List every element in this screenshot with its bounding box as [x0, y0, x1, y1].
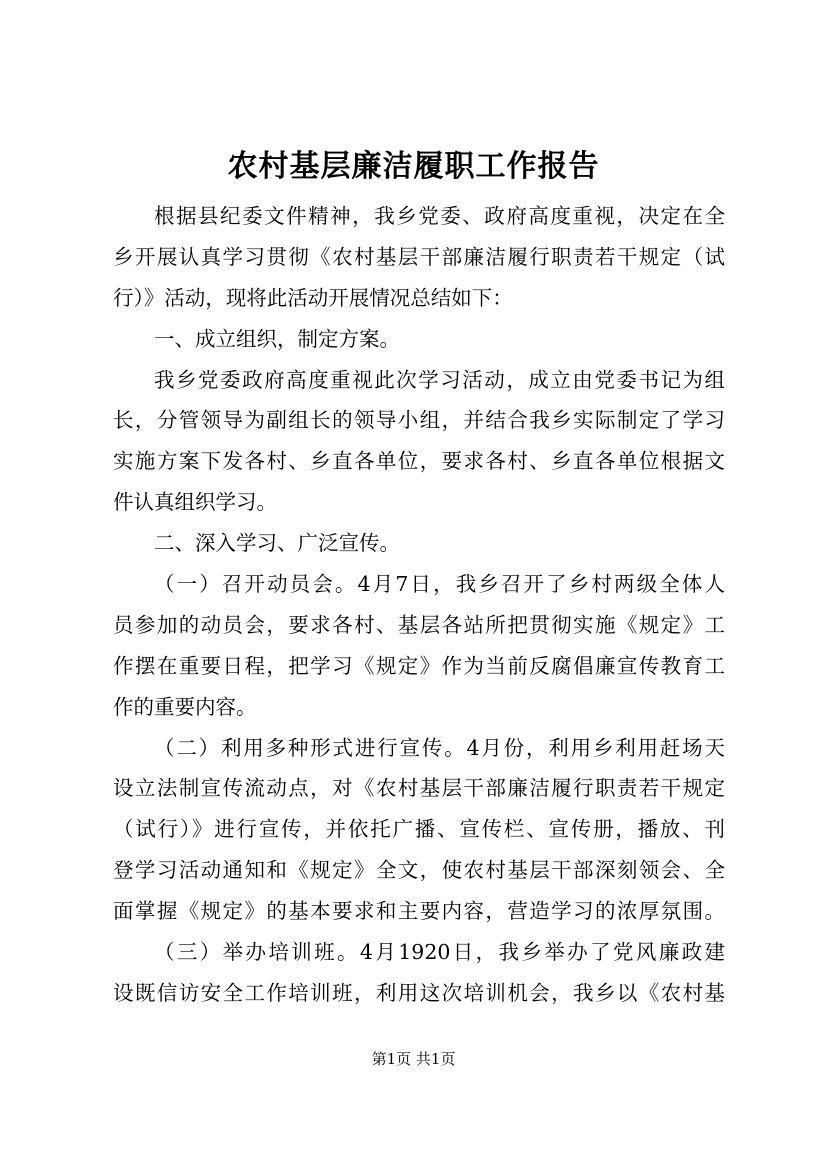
page-number-footer: 第1页 共1页 — [371, 1050, 456, 1068]
paragraph-line: 面掌握《规定》的基本要求和主要内容，营造学习的浓厚氛围。 — [113, 899, 725, 924]
paragraph-line: 设既信访安全工作培训班，利用这次培训机会，我乡以《农村基 — [113, 980, 725, 1005]
paragraph-line: 员参加的动员会，要求各村、基层各站所把贯彻实施《规定》工 — [113, 612, 725, 637]
paragraph-line: 作摆在重要日程，把学习《规定》作为当前反腐倡廉宣传教育工 — [113, 653, 725, 678]
paragraph-line: 根据县纪委文件精神，我乡党委、政府高度重视，决定在全 — [154, 204, 725, 228]
paragraph-line: （试行）》进行宣传，并依托广播、宣传栏、宣传册，播放、刊 — [113, 817, 725, 842]
paragraph-line: 设立法制宣传流动点，对《农村基层干部廉洁履行职责若干规定 — [113, 776, 725, 801]
paragraph-line: 乡开展认真学习贯彻《农村基层干部廉洁履行职责若干规定（试 — [113, 244, 725, 269]
paragraph-line: 件认真组织学习。 — [113, 490, 277, 515]
paragraph-line: （三）举办培训班。4月1920日，我乡举办了党风廉政建 — [154, 940, 725, 965]
paragraph-line: 作的重要内容。 — [113, 694, 257, 719]
document-title: 农村基层廉洁履职工作报告 — [227, 149, 600, 184]
paragraph-line: 长，分管领导为副组长的领导小组，并结合我乡实际制定了学习 — [113, 408, 725, 433]
section-heading: 一、成立组织，制定方案。 — [154, 326, 400, 351]
paragraph-line: 登学习活动通知和《规定》全文，使农村基层干部深刻领会、全 — [113, 858, 725, 883]
paragraph-line: 行）》活动，现将此活动开展情况总结如下： — [113, 285, 513, 310]
document-body — [113, 196, 725, 1014]
paragraph-line: （二）利用多种形式进行宣传。4月份，利用乡利用赶场天 — [154, 735, 725, 760]
section-heading: 二、深入学习、广泛宣传。 — [154, 531, 400, 556]
paragraph-line: （一）召开动员会。4月7日，我乡召开了乡村两级全体人 — [154, 572, 725, 597]
paragraph-line: 实施方案下发各村、乡直各单位，要求各村、乡直各单位根据文 — [113, 449, 725, 474]
paragraph-line: 我乡党委政府高度重视此次学习活动，成立由党委书记为组 — [154, 367, 725, 392]
